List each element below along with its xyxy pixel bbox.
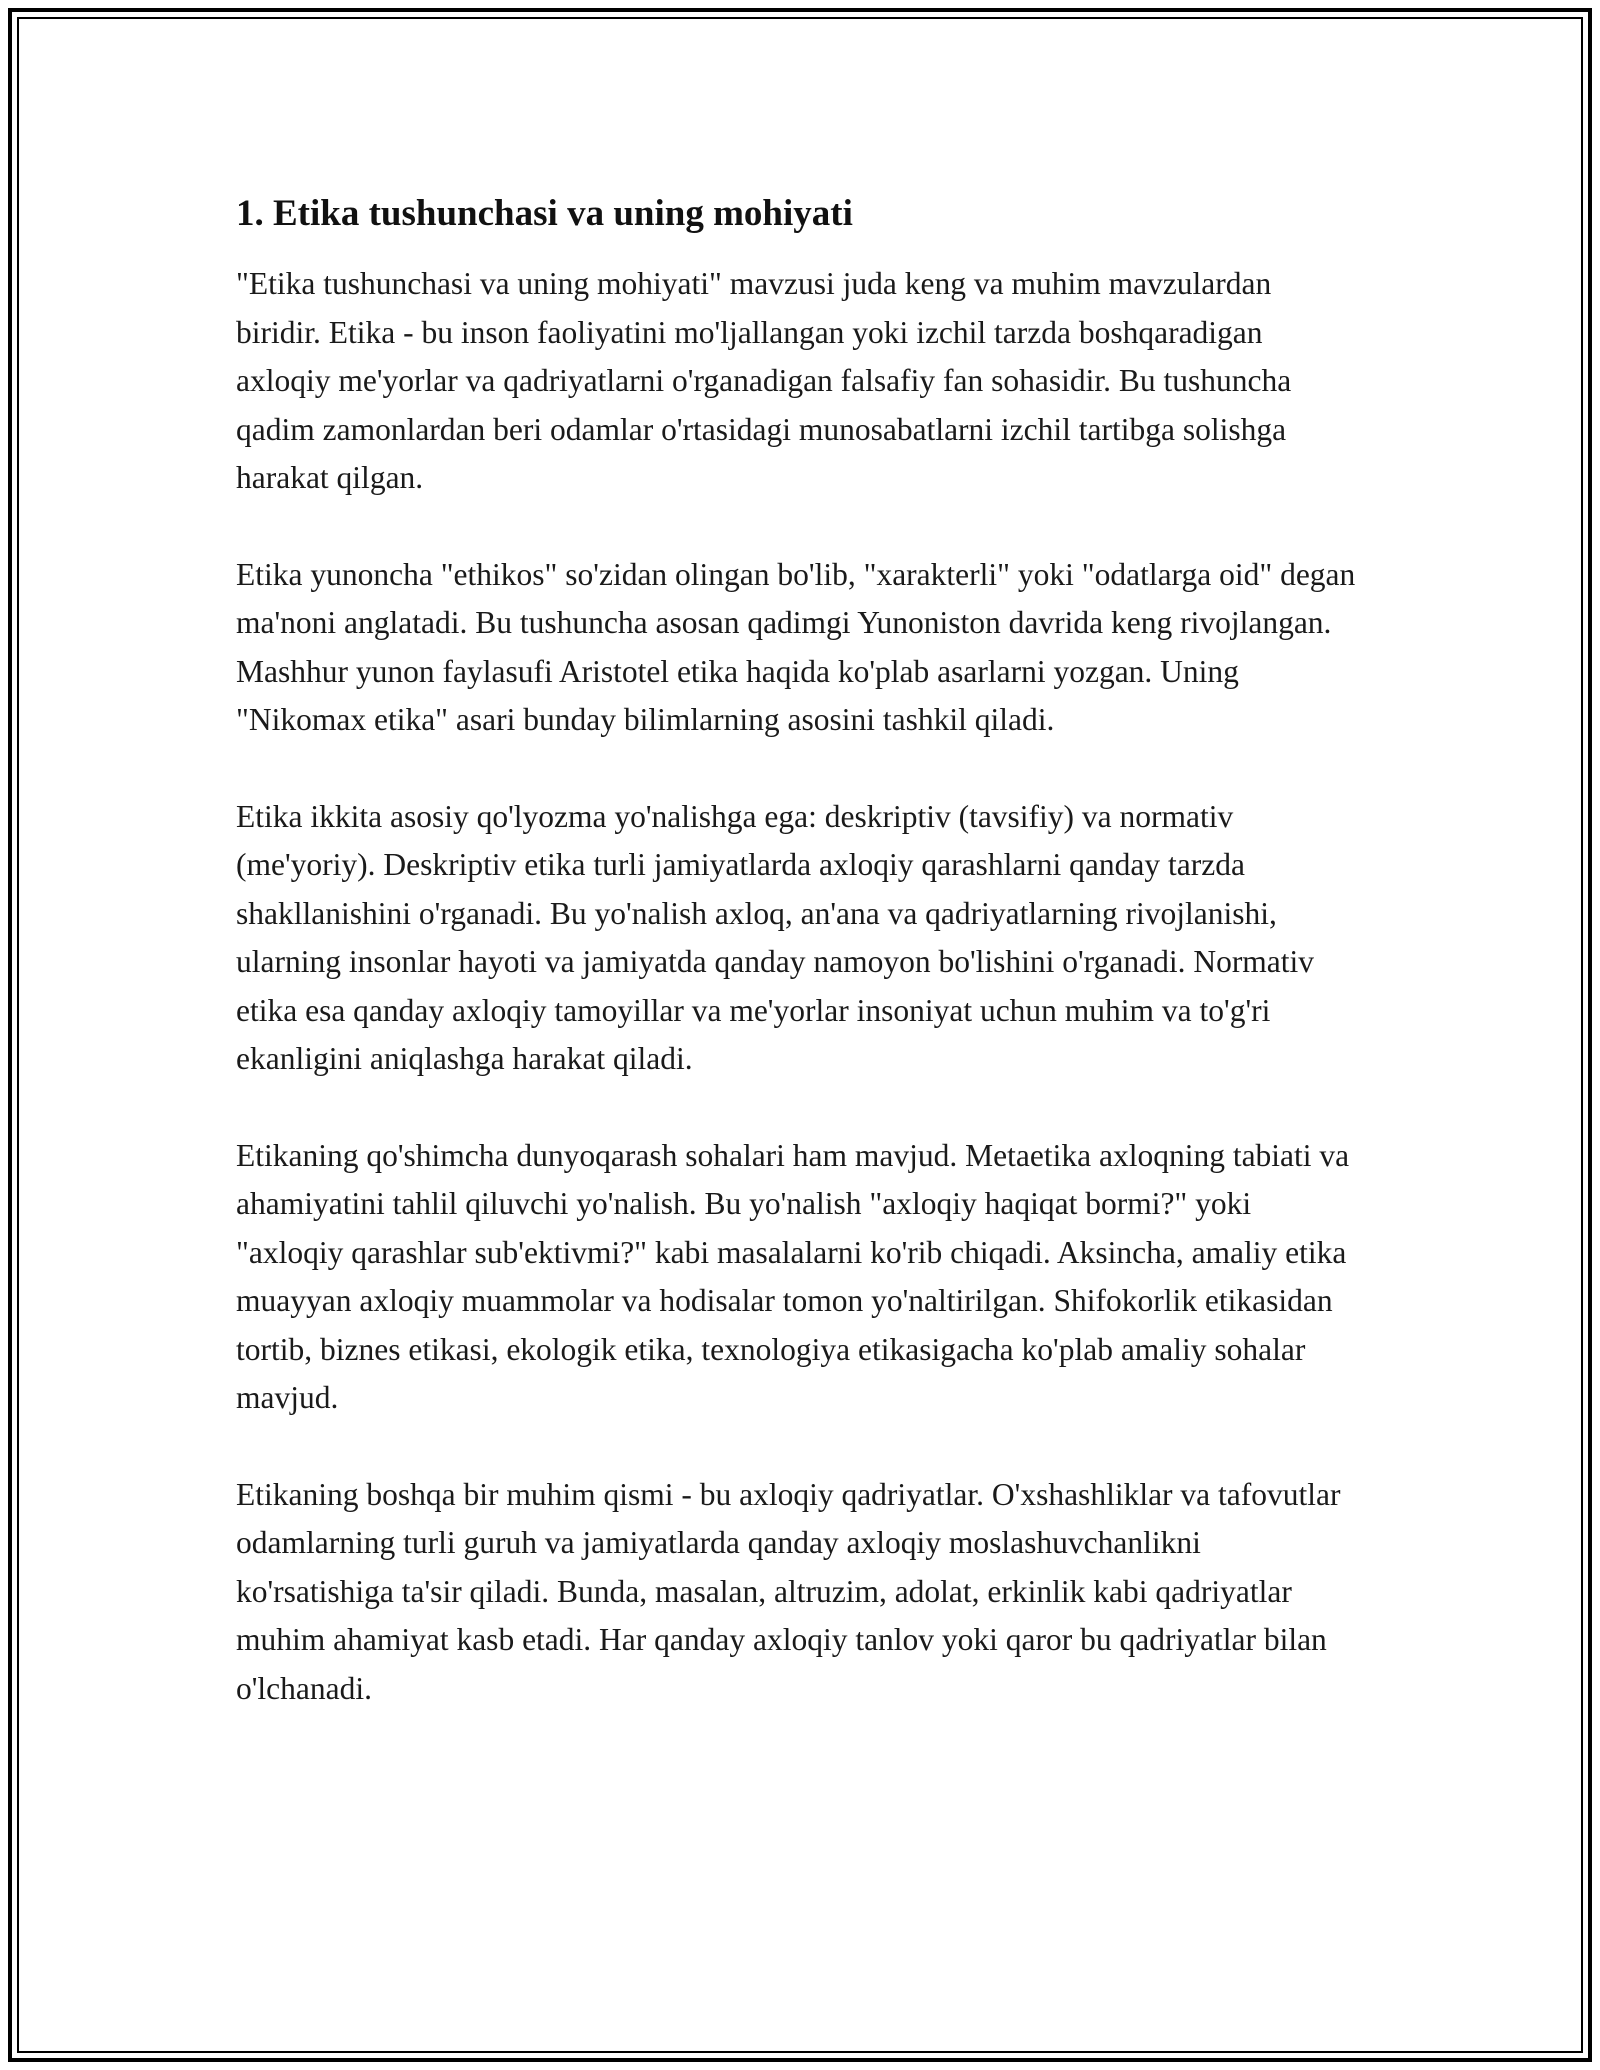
paragraph-5: Etikaning boshqa bir muhim qismi - bu axloqiy qadriyatlar. O'xshashliklar va tafovutlar odamlarning turli guruh va jamiyatlarda qanday axloqiy moslashuvchanlikni ko'rsatishiga ta'sir qiladi. Bunda, masalan, altruzim, adolat, erkinlik kabi qadriyatlar muhim ahamiyat kasb etadi. Har qanday axloqiy tanlov yoki qaror bu qadriyatlar bilan o'lchanadi. [236,1476,1341,1706]
paragraph-1: "Etika tushunchasi va uning mohiyati" mavzusi juda keng va muhim mavzulardan biridir. Etika - bu inson faoliyatini mo'ljallangan yoki izchil tarzda boshqaradigan axloqiy me'yorlar va qadriyatlarni o'rganadigan falsafiy fan sohasidir. Bu tushuncha qadim zamonlardan beri odamlar o'rtasidagi munosabatlarni izchil tartibga solishga harakat qilgan. [236,266,1292,495]
section-title: 1. Etika tushunchasi va uning mohiyati [236,193,853,234]
paragraph-2: Etika yunoncha "ethikos" so'zidan olingan bo'lib, "xarakterli" yoki "odatlarga oid" degan ma'noni anglatadi. Bu tushuncha asosan qadimgi Yunoniston davrida keng rivojlangan. Mashhur yunon faylasufi Aristotel etika haqida ko'plab asarlarni yozgan. Uning "Nikomax etika" asari bunday bilimlarning asosini tashkil qiladi. [236,556,1356,737]
document-page [236,190,1356,1761]
paragraph-3: Etika ikkita asosiy qo'lyozma yo'nalishga ega: deskriptiv (tavsifiy) va normativ (me'yoriy). Deskriptiv etika turli jamiyatlarda axloqiy qarashlarni qanday tarzda shakllanishini o'rganadi. Bu yo'nalish axloq, an'ana va qadriyatlarning rivojlanishi, ularning insonlar hayoti va jamiyatda qanday namoyon bo'lishini o'rganadi. Normativ etika esa qanday axloqiy tamoyillar va me'yorlar insoniyat uchun muhim va to'g'ri ekanligini aniqlashga harakat qiladi. [236,798,1315,1076]
paragraph-4: Etikaning qo'shimcha dunyoqarash sohalari ham mavjud. Metaetika axloqning tabiati va ahamiyatini tahlil qiluvchi yo'nalish. Bu yo'nalish "axloqiy haqiqat bormi?" yoki "axloqiy qarashlar sub'ektivmi?" kabi masalalarni ko'rib chiqadi. Aksincha, amaliy etika muayyan axloqiy muammolar va hodisalar tomon yo'naltirilgan. Shifokorlik etikasidan tortib, biznes etikasi, ekologik etika, texnologiya etikasigacha ko'plab amaliy sohalar mavjud. [236,1137,1350,1415]
